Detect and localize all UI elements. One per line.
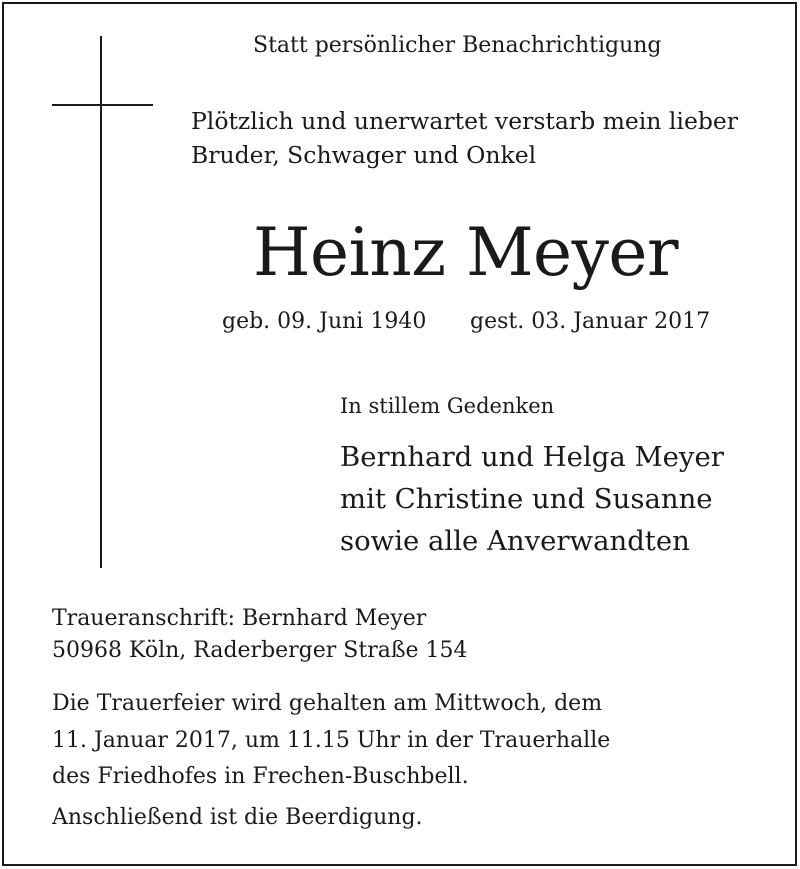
mourner-line: sowie alle Anverwandten	[340, 525, 690, 557]
address-line: Traueranschrift: Bernhard Meyer	[52, 606, 427, 631]
funeral-service-info	[52, 686, 610, 796]
death-date: gest. 03. Januar 2017	[470, 309, 711, 334]
cross-icon-horizontal	[52, 104, 153, 106]
mourners-list	[340, 436, 724, 562]
cross-icon-vertical	[100, 36, 102, 568]
service-line: 11. Januar 2017, um 11.15 Uhr in der Trauerhalle	[52, 727, 611, 753]
address-line: 50968 Köln, Raderberger Straße 154	[52, 638, 468, 663]
mourner-line: Bernhard und Helga Meyer	[340, 441, 724, 473]
mourner-line: mit Christine und Susanne	[340, 483, 713, 515]
intro-text	[191, 104, 738, 172]
intro-line: Bruder, Schwager und Onkel	[191, 141, 537, 169]
mourning-address	[52, 603, 468, 667]
memory-phrase: In stillem Gedenken	[340, 394, 555, 418]
service-line: des Friedhofes in Frechen-Buschbell.	[52, 764, 469, 789]
birth-date: geb. 09. Juni 1940	[222, 309, 427, 334]
deceased-name: Heinz Meyer	[253, 214, 679, 291]
burial-info: Anschließend ist die Beerdigung.	[52, 805, 423, 830]
notice-header: Statt persönlicher Benachrichtigung	[253, 33, 662, 58]
service-line: Die Trauerfeier wird gehalten am Mittwoch, dem	[52, 691, 603, 716]
intro-line: Plötzlich und unerwartet verstarb mein lieber	[191, 107, 739, 135]
